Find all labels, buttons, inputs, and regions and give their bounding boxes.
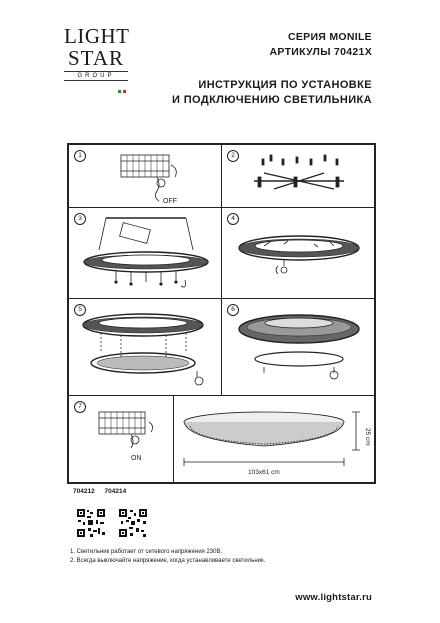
step-7-panel [68,395,174,483]
inner-ring-illustration [71,301,221,395]
qr-code-icon[interactable] [118,508,148,538]
step-2-panel [221,144,375,208]
step-number: 5 [74,304,86,316]
lightstar-logo [64,26,128,81]
qr-code-icon[interactable] [76,508,106,538]
crystal-hanging-illustration [224,301,374,395]
instruction-line-1: ИНСТРУКЦИЯ ПО УСТАНОВКЕ [198,79,372,91]
step-number: 7 [74,401,86,413]
series-title: СЕРИЯ MONILE [287,31,372,43]
article-2: 704214 [104,488,127,495]
dimensions-panel [173,395,375,483]
steps-grid [67,143,376,484]
series-block [270,30,372,60]
step-5-panel [68,298,222,396]
instruction-title [172,78,372,108]
finished-luminaire-illustration [176,398,374,482]
height-label: 25 cm [364,428,371,446]
website-link[interactable]: www.lightstar.ru [295,592,372,603]
notes-block [70,548,265,566]
step-3-panel [68,207,222,299]
logo-line-2: STAR [68,46,124,70]
note-1: 1. Светильник работает от сетевого напряжения 230В. [70,549,223,555]
logo-line-3: GROUP [64,71,128,81]
italian-flag-icon [118,90,126,93]
article-numbers [73,488,126,495]
step-number: 1 [74,150,86,162]
instruction-line-2: И ПОДКЛЮЧЕНИЮ СВЕТИЛЬНИКА [171,94,372,106]
size-label: 103x61 cm [248,469,280,476]
power-switch-on-illustration [71,398,173,482]
article-1: 704212 [73,488,95,495]
frame-attach-illustration [71,210,221,298]
step-1-panel [68,144,222,208]
mounting-bracket-illustration [224,147,374,207]
note-2: 2. Всегда выключайте напряжение, когда устанавливаете светильник. [70,558,266,564]
step-4-panel [221,207,375,299]
on-label: ON [131,455,142,462]
step-number: 3 [74,213,86,225]
off-label: OFF [163,198,177,205]
step-number: 6 [227,304,239,316]
ring-mounted-illustration [224,210,374,298]
articles-title: АРТИКУЛЫ 70421X [269,46,372,58]
step-number: 2 [227,150,239,162]
step-6-panel [221,298,375,396]
step-number: 4 [227,213,239,225]
logo-line-1: LIGHT [64,24,130,48]
power-switch-off-illustration [71,147,221,207]
